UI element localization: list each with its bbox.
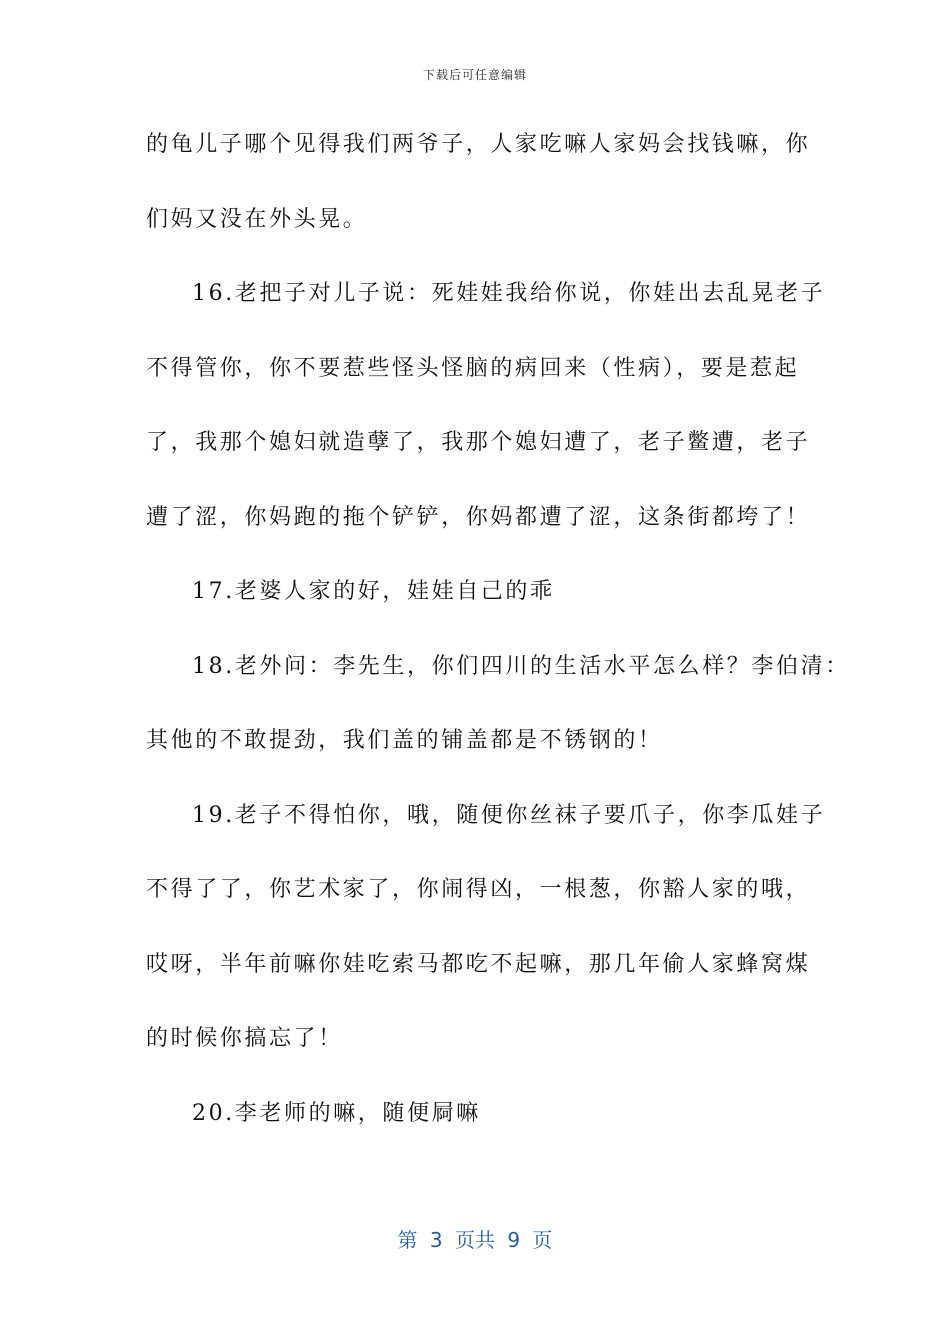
text-line-3: 16.老把子对儿子说：死娃娃我给你说，你娃出去乱晃老子 <box>192 281 826 306</box>
page-number-label: 第 3 页共 9 页 <box>397 1228 553 1252</box>
text-line-2: 们妈又没在外头晃。 <box>146 206 368 232</box>
text-line-4: 不得管你，你不要惹些怪头怪脑的病回来（性病），要是惹起 <box>146 355 800 381</box>
text-line-14: 20.李老师的嘛，随便屙嘛 <box>192 1100 481 1126</box>
page-footer <box>0 1224 950 1253</box>
text-line-6: 遭了涩，你妈跑的拖个铲铲，你妈都遭了涩，这条街都垮了！ <box>146 504 811 530</box>
text-line-5: 了，我那个媳妇就造孽了，我那个媳妇遭了，老子鳖遭，老子 <box>146 430 811 455</box>
text-line-9: 其他的不敢提劲，我们盖的铺盖都是不锈钢的！ <box>146 728 663 753</box>
document-body <box>146 122 850 1165</box>
text-line-10: 19.老子不得怕你，哦，随便你丝袜子要爪子，你李瓜娃子 <box>192 802 826 828</box>
text-line-13: 的时候你搞忘了！ <box>146 1026 343 1051</box>
text-line-12: 哎呀，半年前嘛你娃吃索马都吃不起嘛，那几年偷人家蜂窝煤 <box>146 951 811 977</box>
text-line-1: 的龟儿子哪个见得我们两爷子，人家吃嘛人家妈会找钱嘛，你 <box>146 132 811 157</box>
header-note: 下载后可任意编辑 <box>422 68 527 82</box>
text-line-7: 17.老婆人家的好，娃娃自己的乖 <box>192 579 555 604</box>
text-line-11: 不得了了，你艺术家了，你闹得凶，一根葱，你豁人家的哦， <box>146 877 811 902</box>
text-line-8: 18.老外问：李先生，你们四川的生活水平怎么样？李伯清： <box>192 653 850 679</box>
